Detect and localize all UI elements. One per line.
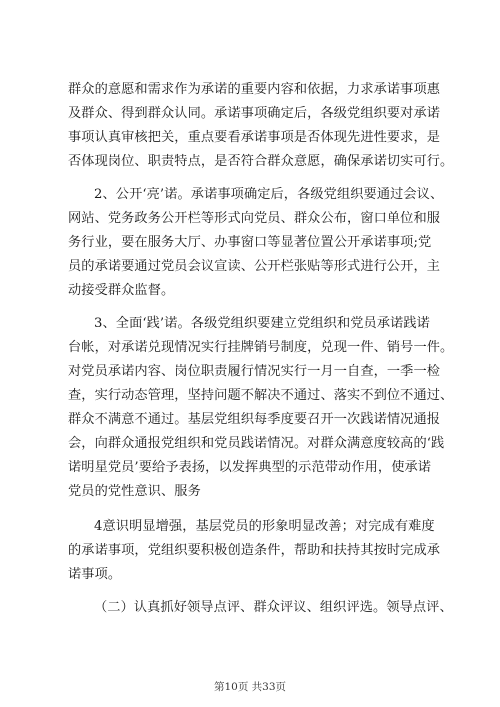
text-line: 网站、党务政务公开栏等形式向党员、群众公布，窗口单位和服 — [68, 211, 441, 226]
section-heading-line: （二）认真抓好领导点评、群众评议、组织评选。领导点评、 — [94, 600, 453, 615]
text-line: 台帐，对承诺兑现情况实行挂牌销号制度，兑现一件、销号一件。 — [68, 340, 454, 355]
text-line: 员的承诺要通过党员会议宣读、公开栏张贴等形式进行公开，主 — [68, 259, 441, 274]
text-line: 动接受群众监督。 — [68, 283, 175, 298]
text-line: 查，实行动态管理，坚持问题不解决不通过、落实不到位不通过、 — [68, 388, 454, 403]
text-line: 务行业，要在服务大厅、办事窗口等显著位置公开承诺事项;党 — [68, 235, 432, 250]
text-line: 否体现岗位、职责特点，是否符合群众意愿，确保承诺切实可行。 — [68, 154, 454, 169]
text-line: 的承诺事项，党组织要积极创造条件，帮助和扶持其按时完成承 — [68, 543, 441, 558]
text-line: 事项认真审核把关，重点要看承诺事项是否体现先进性要求，是 — [68, 130, 441, 145]
text-line: 党员的党性意识、服务 — [68, 484, 201, 499]
text-line: 群众的意愿和需求作为承诺的重要内容和依据，力求承诺事项惠 — [68, 82, 441, 97]
paragraph-first-line: 3、全面‘践’诺。各级党组织要建立党组织和党员承诺践诺 — [94, 316, 430, 331]
page-number-footer: 第10页 共33页 — [213, 681, 287, 693]
text-line: 会，向群众通报党组织和党员践诺情况。对群众满意度较高的‘践 — [68, 436, 445, 451]
text-line: 群众不满意不通过。基层党组织每季度要召开一次践诺情况通报 — [68, 412, 441, 427]
text-line: 诺明星党员’要给予表扬，以发挥典型的示范带动作用，使承诺 — [68, 460, 432, 475]
text-line: 对党员承诺内容、岗位职责履行情况实行一月一自查，一季一检 — [68, 364, 441, 379]
paragraph-first-line: 2、公开‘亮’诺。承诺事项确定后，各级党组织要通过会议、 — [94, 187, 444, 202]
paragraph-first-line: 4意识明显增强，基层党员的形象明显改善；对完成有难度 — [94, 519, 435, 534]
text-line: 诺事项。 — [68, 567, 122, 582]
text-line: 及群众、得到群众认同。承诺事项确定后，各级党组织要对承诺 — [68, 106, 441, 121]
